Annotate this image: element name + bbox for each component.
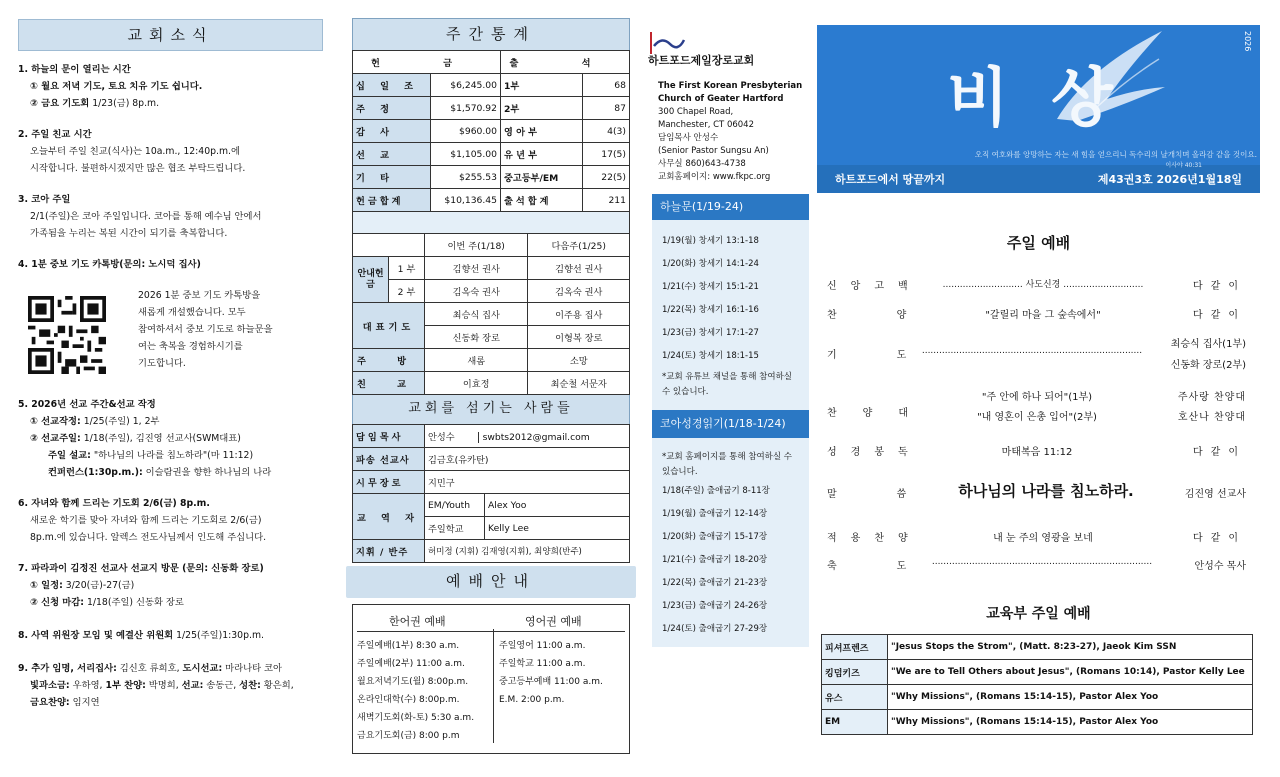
news-item-6: 6. 자녀와 함께 드리는 기도회 2/6(금) 8p.m. 새로운 학기를 맞아 자녀와 함께 드리는 기도회로 2/6(금) 8p.m.에 있습니다. 알렉스 전도사님께서 인도해 주십니다. (18, 498, 267, 543)
news-item-9: 9. 추가 임명, 서리집사: 김신호 류희호, 도시선교: 마라나타 코아 빛과소금: 우하영, 1부 찬양: 박명희, 선교: 송동근, 성찬: 황은희, 금요찬양: 임지연 (18, 663, 294, 708)
stats-row: 십 일 조 $6,245.00 1부 68 (353, 74, 630, 97)
education-worship-table (821, 634, 1253, 735)
worship-guide-title: 예배안내 (346, 566, 636, 598)
bible-verse: 오직 여호와를 앙망하는 자는 새 힘을 얻으리니 독수리의 날개치며 올라감 같을 것이요. (974, 150, 1257, 159)
kakao-qr-description: 2026 1분 중보 기도 카톡방을 새롭게 개설했습니다. 모두 참여하셔서 중보 기도로 하늘문을 여는 축복을 경험하시기를 기도합니다. (138, 290, 273, 369)
duty-table: 이번 주(1/18) 다음주(1/25) 안내헌금 1 부 김향선 권사 김향선 권사 2 부 김옥숙 권사 김옥숙 권사 대표기도 최승식 집사 이주용 집사 신동화 장로 이형복 장로 주 방 새롬 소망 친 교 이효정 최순철 서문자 (352, 233, 630, 395)
bulletin-title: 비 상 (947, 62, 1123, 136)
edu-row: EM "Why Missions", (Romans 15:14-15), Pastor Alex Yoo (822, 710, 1253, 735)
coa-reading-section (652, 410, 809, 647)
edu-row: 유스 "Why Missions", (Romans 15:14-15), Pastor Alex Yoo (822, 685, 1253, 710)
bulletin-banner: 2026 비 상 오직 여호와를 앙망하는 자는 새 힘을 얻으리니 독수리의 날개치며 올라감 같을 것이요. 이사야 40:31 (817, 25, 1260, 165)
coa-reading-title: 코아성경읽기(1/18-1/24) (652, 410, 809, 438)
stats-row: 선 교 $1,105.00 유 년 부 17(5) (353, 143, 630, 166)
english-worship-list: 주일영어 11:00 a.m. 주일학교 11:00 a.m. 중고등부예배 11:00 a.m. E.M. 2:00 p.m. (499, 641, 603, 705)
news-item-4: 4. 1분 중보 기도 카톡방(문의: 노시덕 집사) (18, 259, 201, 270)
stats-row: 기 타 $255.53 중고등부/EM 22(5) (353, 166, 630, 189)
edu-row: 피셔프렌즈 "Jesus Stops the Strom", (Matt. 8:23-27), Jaeok Kim SSN (822, 635, 1253, 660)
stats-row: 주 정 $1,570.92 2부 87 (353, 97, 630, 120)
church-name-korean: 하트포드제일장로교회 (648, 54, 755, 67)
weekly-stats-column (352, 0, 630, 754)
news-item-1: 1. 하늘의 문이 열리는 시간 ① 월요 저녁 기도, 토요 치유 기도 쉽니다. ② 금요 기도회 1/23(금) 8p.m. (18, 64, 203, 109)
news-item-5: 5. 2026년 선교 주간&선교 작정 ① 선교작정: 1/25(주일) 1, 2부 ② 선교주일: 1/18(주일), 김진영 선교사(SWM대표) 주일 설교: "하나님의 나라를 침노하라"(마 11:12) 컨퍼런스(1:30p.m.): 이슬람권을 향한 하나님의 나라 (18, 399, 272, 478)
sky-gate-title: 하늘문(1/19-24) (652, 194, 809, 220)
bible-verse-ref: 이사야 40:31 (1165, 162, 1202, 169)
staff-table: 담임목사 안성수 swbts2012@gmail.com 파송 선교사 김금호(유카탄) 시무장로 지민구 교 역 자 EM/Youth Alex Yoo 주일학교 Kelly Lee 지휘 / 반주 허미정 (지휘) 김재영(지휘), 최양희(반주) (352, 424, 630, 563)
church-info-column (646, 0, 809, 647)
sunday-service-title: 주일 예배 (1006, 234, 1071, 252)
bulletin-issue: 제43권3호 2026년1월18일 (1097, 173, 1242, 186)
church-logo (646, 32, 809, 54)
church-news-title: 교회소식 (18, 19, 323, 51)
korean-worship-list: 주일예배(1부) 8:30 a.m. 주일예배(2부) 11:00 a.m. 월요저녁기도(월) 8:00p.m. 온라인대학(수) 8:00p.m. 새벽기도회(화-토) 5:30 a.m. 금요기도회(금) 8:00 p.m (357, 641, 475, 741)
weekly-stats-title: 주간통계 (352, 18, 630, 50)
news-item-3: 3. 코아 주일 2/1(주일)은 코아 주일입니다. 코아를 통해 예수님 안에서 가족됨을 누리는 복된 시간이 되기를 축복합니다. (18, 194, 262, 239)
sky-gate-section (652, 194, 809, 410)
church-cross-logo-icon (646, 32, 686, 54)
coa-readings: *교회 홈페이지를 통해 참여하실 수 있습니다. 1/18(주일) 출애굽기 8-11장 1/19(월) 출애굽기 12-14장 1/20(화) 출애굽기 15-17장 1/21(수) 출애굽기 18-20장 1/22(목) 출애굽기 21-23장 1/23(금) 출애굽기 24-26장 1/24(토) 출애굽기 27-29장 (652, 438, 809, 647)
kakao-qr-code-icon[interactable] (28, 296, 106, 374)
news-item-2: 2. 주일 친교 시간 오늘부터 주일 친교(식사)는 10a.m., 12:40p.m.에 시작합니다. 불편하시겠지만 많은 협조 부탁드립니다. (18, 129, 246, 174)
stats-row: 헌금합계 $10,136.45 출석합계 211 (353, 189, 630, 212)
offering-attendance-table: 헌 금 출 석 십 일 조 $6,245.00 1부 68 주 정 $1,570.92 2부 87 감 사 $960.00 영 아 부 4(3) 선 교 $1,105.00 유 년 부 17(5) 기 타 $255.53 중고등부/EM 22(5) 헌금합계 $10,136.45 출석합계 211 (352, 50, 630, 234)
worship-times-box: 한어권 예배 영어권 예배 주일예배(1부) 8:30 a.m. 주일예배(2부) 11:00 a.m. 월요저녁기도(월) 8:00p.m. 온라인대학(수) 8:00p.m. 새벽기도회(화-토) 5:30 a.m. 금요기도회(금) 8:00 p.m 주일영어 11:00 a.m. 주일학교 11:00 a.m. 중고등부예배 11:00 a.m. E.M. 2:00 p.m. (352, 604, 630, 754)
bulletin-motto: 하트포드에서 땅끝까지 (835, 173, 946, 186)
main-service-column (817, 25, 1260, 193)
stats-row: 감 사 $960.00 영 아 부 4(3) (353, 120, 630, 143)
sky-gate-readings: 1/19(월) 창세기 13:1-18 1/20(화) 창세기 14:1-24 1/21(수) 창세기 15:1-21 1/22(목) 창세기 16:1-16 1/23(금) 창세기 17:1-27 1/24(토) 창세기 18:1-15 *교회 유튜브 채널을 통해 참여하실 수 있습니다. (652, 220, 809, 410)
education-worship-title: 교육부 주일 예배 (986, 606, 1091, 622)
news-item-8: 8. 사역 위원장 모임 및 예결산 위원회 1/25(주일)1:30p.m. (18, 630, 264, 641)
edu-row: 킹덤키즈 "We are to Tell Others about Jesus", (Romans 10:14), Pastor Kelly Lee (822, 660, 1253, 685)
pastor-email-link[interactable]: swbts2012@gmail.com (478, 432, 590, 443)
staff-title: 교회를 섬기는 사람들 (352, 395, 630, 424)
church-address: The First Korean Presbyterian Church of Geater Hartford 300 Chapel Road, Manchester, CT 06042 담임목사 안성수 (Senior Pastor Sungsu An) 사무실 860)643-4738 교회홈페이지: www.fkpc.org (658, 80, 809, 184)
news-item-7: 7. 파라과이 김정진 선교사 선교지 방문 (문의: 신동화 장로) ① 일정: 3/20(금)-27(금) ② 신청 마감: 1/18(주일) 신동화 장로 (18, 563, 264, 608)
bulletin-subbanner (817, 165, 1260, 193)
church-website-link[interactable]: 교회홈페이지: www.fkpc.org (658, 172, 771, 182)
